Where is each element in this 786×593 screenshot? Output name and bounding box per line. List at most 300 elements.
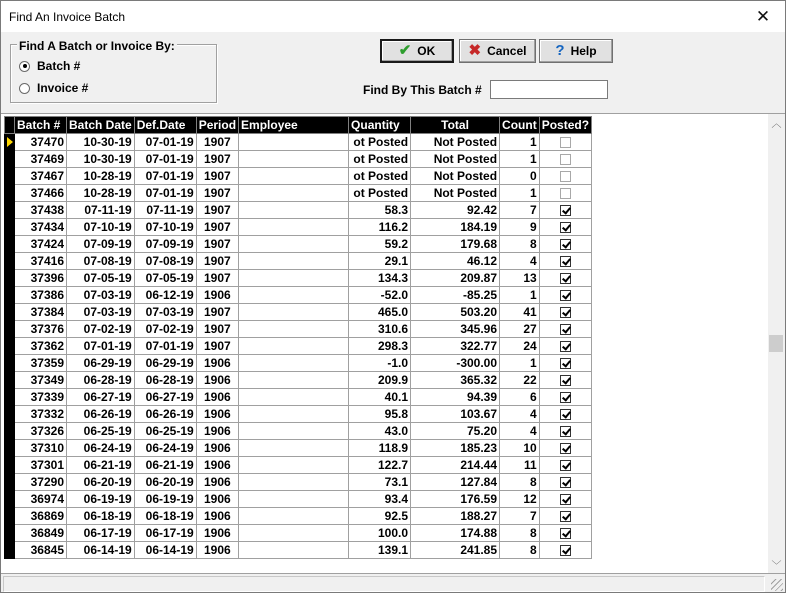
cell-employee[interactable]: [239, 304, 349, 321]
cell-period[interactable]: 1906: [196, 508, 238, 525]
cell-batch[interactable]: 37434: [15, 219, 67, 236]
cell-posted[interactable]: [539, 270, 591, 287]
cell-total[interactable]: 174.88: [411, 525, 500, 542]
row-indicator[interactable]: [5, 491, 15, 508]
row-indicator[interactable]: [5, 202, 15, 219]
posted-checkbox[interactable]: [560, 477, 571, 488]
cell-batch[interactable]: 37332: [15, 406, 67, 423]
header-batch[interactable]: Batch #: [15, 117, 67, 134]
row-indicator[interactable]: [5, 338, 15, 355]
cell-quantity[interactable]: ot Posted: [349, 185, 411, 202]
cell-quantity[interactable]: 58.3: [349, 202, 411, 219]
cell-batch-date[interactable]: 07-08-19: [67, 253, 135, 270]
cell-def-date[interactable]: 06-28-19: [134, 372, 196, 389]
cell-total[interactable]: 365.32: [411, 372, 500, 389]
cell-period[interactable]: 1907: [196, 270, 238, 287]
cell-posted[interactable]: [539, 423, 591, 440]
posted-checkbox[interactable]: [560, 171, 571, 182]
cell-count[interactable]: 1: [500, 151, 540, 168]
cell-period[interactable]: 1906: [196, 372, 238, 389]
posted-checkbox[interactable]: [560, 494, 571, 505]
cell-quantity[interactable]: 118.9: [349, 440, 411, 457]
cell-batch[interactable]: 37424: [15, 236, 67, 253]
cell-period[interactable]: 1906: [196, 525, 238, 542]
cell-batch-date[interactable]: 06-26-19: [67, 406, 135, 423]
table-row[interactable]: [5, 406, 592, 423]
cell-posted[interactable]: [539, 304, 591, 321]
cell-posted[interactable]: [539, 168, 591, 185]
cell-period[interactable]: 1906: [196, 542, 238, 559]
cell-posted[interactable]: [539, 185, 591, 202]
cell-batch-date[interactable]: 06-19-19: [67, 491, 135, 508]
cell-total[interactable]: 214.44: [411, 457, 500, 474]
posted-checkbox[interactable]: [560, 545, 571, 556]
cell-count[interactable]: 1: [500, 355, 540, 372]
cell-batch-date[interactable]: 06-29-19: [67, 355, 135, 372]
cell-total[interactable]: Not Posted: [411, 185, 500, 202]
scroll-up-button[interactable]: [768, 114, 785, 131]
cell-quantity[interactable]: 100.0: [349, 525, 411, 542]
help-button[interactable]: [539, 39, 613, 63]
cell-quantity[interactable]: 134.3: [349, 270, 411, 287]
table-row[interactable]: [5, 542, 592, 559]
cell-count[interactable]: 41: [500, 304, 540, 321]
cell-def-date[interactable]: 06-20-19: [134, 474, 196, 491]
cell-employee[interactable]: [239, 321, 349, 338]
cell-total[interactable]: 241.85: [411, 542, 500, 559]
cell-batch-date[interactable]: 07-01-19: [67, 338, 135, 355]
row-indicator[interactable]: [5, 287, 15, 304]
cell-count[interactable]: 22: [500, 372, 540, 389]
header-period[interactable]: Period: [196, 117, 238, 134]
cell-count[interactable]: 4: [500, 406, 540, 423]
cell-batch[interactable]: 37301: [15, 457, 67, 474]
cell-batch[interactable]: 36849: [15, 525, 67, 542]
cell-batch[interactable]: 37359: [15, 355, 67, 372]
cell-employee[interactable]: [239, 406, 349, 423]
radio-invoice-circle[interactable]: [19, 83, 30, 94]
row-indicator[interactable]: [5, 321, 15, 338]
table-row[interactable]: [5, 253, 592, 270]
cell-def-date[interactable]: 06-14-19: [134, 542, 196, 559]
row-indicator[interactable]: [5, 508, 15, 525]
cell-def-date[interactable]: 06-24-19: [134, 440, 196, 457]
table-row[interactable]: [5, 457, 592, 474]
cell-batch[interactable]: 37470: [15, 134, 67, 151]
table-row[interactable]: [5, 219, 592, 236]
posted-checkbox[interactable]: [560, 426, 571, 437]
cell-total[interactable]: 127.84: [411, 474, 500, 491]
cell-batch-date[interactable]: 06-20-19: [67, 474, 135, 491]
cell-employee[interactable]: [239, 287, 349, 304]
posted-checkbox[interactable]: [560, 392, 571, 403]
resize-grip-icon[interactable]: [771, 579, 783, 591]
cell-period[interactable]: 1906: [196, 355, 238, 372]
cell-count[interactable]: 0: [500, 168, 540, 185]
cell-batch[interactable]: 36869: [15, 508, 67, 525]
cell-quantity[interactable]: 40.1: [349, 389, 411, 406]
row-indicator[interactable]: [5, 355, 15, 372]
cell-batch-date[interactable]: 10-28-19: [67, 168, 135, 185]
cell-def-date[interactable]: 07-02-19: [134, 321, 196, 338]
cell-def-date[interactable]: 07-09-19: [134, 236, 196, 253]
cell-employee[interactable]: [239, 219, 349, 236]
cell-def-date[interactable]: 06-29-19: [134, 355, 196, 372]
cell-quantity[interactable]: 95.8: [349, 406, 411, 423]
posted-checkbox[interactable]: [560, 154, 571, 165]
cell-batch[interactable]: 37339: [15, 389, 67, 406]
row-indicator[interactable]: [5, 406, 15, 423]
cell-def-date[interactable]: 07-05-19: [134, 270, 196, 287]
table-row[interactable]: [5, 338, 592, 355]
cell-batch[interactable]: 37326: [15, 423, 67, 440]
cell-period[interactable]: 1906: [196, 406, 238, 423]
cell-def-date[interactable]: 07-01-19: [134, 151, 196, 168]
cell-quantity[interactable]: 29.1: [349, 253, 411, 270]
cell-employee[interactable]: [239, 202, 349, 219]
row-indicator[interactable]: [5, 423, 15, 440]
row-indicator[interactable]: [5, 270, 15, 287]
posted-checkbox[interactable]: [560, 460, 571, 471]
cell-batch[interactable]: 37290: [15, 474, 67, 491]
cell-posted[interactable]: [539, 253, 591, 270]
cell-employee[interactable]: [239, 542, 349, 559]
cell-period[interactable]: 1907: [196, 236, 238, 253]
cell-employee[interactable]: [239, 457, 349, 474]
table-row[interactable]: [5, 525, 592, 542]
cell-quantity[interactable]: 310.6: [349, 321, 411, 338]
posted-checkbox[interactable]: [560, 358, 571, 369]
cell-count[interactable]: 1: [500, 287, 540, 304]
cell-batch[interactable]: 37396: [15, 270, 67, 287]
cell-def-date[interactable]: 07-01-19: [134, 168, 196, 185]
posted-checkbox[interactable]: [560, 137, 571, 148]
cell-posted[interactable]: [539, 338, 591, 355]
cell-count[interactable]: 8: [500, 236, 540, 253]
cell-def-date[interactable]: 06-18-19: [134, 508, 196, 525]
radio-batch-label[interactable]: Batch #: [37, 59, 81, 73]
cell-count[interactable]: 8: [500, 525, 540, 542]
cell-total[interactable]: Not Posted: [411, 134, 500, 151]
cell-batch[interactable]: 37386: [15, 287, 67, 304]
cell-batch-date[interactable]: 10-30-19: [67, 151, 135, 168]
cell-batch-date[interactable]: 10-30-19: [67, 134, 135, 151]
cell-def-date[interactable]: 06-25-19: [134, 423, 196, 440]
cell-total[interactable]: Not Posted: [411, 168, 500, 185]
posted-checkbox[interactable]: [560, 222, 571, 233]
posted-checkbox[interactable]: [560, 375, 571, 386]
cell-period[interactable]: 1907: [196, 219, 238, 236]
cell-def-date[interactable]: 07-08-19: [134, 253, 196, 270]
cell-total[interactable]: 188.27: [411, 508, 500, 525]
table-row[interactable]: [5, 185, 592, 202]
cell-posted[interactable]: [539, 202, 591, 219]
cancel-button[interactable]: [459, 39, 536, 63]
cell-period[interactable]: 1907: [196, 253, 238, 270]
cell-posted[interactable]: [539, 525, 591, 542]
cell-period[interactable]: 1906: [196, 389, 238, 406]
cell-total[interactable]: Not Posted: [411, 151, 500, 168]
close-button[interactable]: [741, 1, 785, 32]
cell-count[interactable]: 9: [500, 219, 540, 236]
cell-count[interactable]: 4: [500, 253, 540, 270]
cell-total[interactable]: 179.68: [411, 236, 500, 253]
row-indicator[interactable]: [5, 372, 15, 389]
cell-period[interactable]: 1906: [196, 440, 238, 457]
cell-posted[interactable]: [539, 236, 591, 253]
radio-invoice[interactable]: [19, 80, 179, 96]
row-indicator[interactable]: [5, 474, 15, 491]
header-count[interactable]: Count: [500, 117, 540, 134]
cell-quantity[interactable]: 116.2: [349, 219, 411, 236]
cell-batch-date[interactable]: 10-28-19: [67, 185, 135, 202]
posted-checkbox[interactable]: [560, 341, 571, 352]
cell-period[interactable]: 1907: [196, 134, 238, 151]
cell-batch-date[interactable]: 07-03-19: [67, 287, 135, 304]
cell-def-date[interactable]: 07-01-19: [134, 338, 196, 355]
table-row[interactable]: [5, 270, 592, 287]
cell-posted[interactable]: [539, 491, 591, 508]
row-indicator[interactable]: [5, 151, 15, 168]
table-row[interactable]: [5, 321, 592, 338]
cell-batch-date[interactable]: 06-17-19: [67, 525, 135, 542]
posted-checkbox[interactable]: [560, 409, 571, 420]
cell-total[interactable]: 184.19: [411, 219, 500, 236]
cell-posted[interactable]: [539, 440, 591, 457]
cell-total[interactable]: 75.20: [411, 423, 500, 440]
cell-batch-date[interactable]: 06-18-19: [67, 508, 135, 525]
cell-employee[interactable]: [239, 474, 349, 491]
posted-checkbox[interactable]: [560, 443, 571, 454]
row-indicator[interactable]: [5, 134, 15, 151]
cell-posted[interactable]: [539, 151, 591, 168]
cell-posted[interactable]: [539, 542, 591, 559]
cell-total[interactable]: -85.25: [411, 287, 500, 304]
cell-total[interactable]: 322.77: [411, 338, 500, 355]
cell-quantity[interactable]: ot Posted: [349, 151, 411, 168]
row-indicator[interactable]: [5, 168, 15, 185]
row-indicator[interactable]: [5, 219, 15, 236]
cell-count[interactable]: 8: [500, 474, 540, 491]
posted-checkbox[interactable]: [560, 511, 571, 522]
cell-posted[interactable]: [539, 406, 591, 423]
cell-count[interactable]: 1: [500, 185, 540, 202]
cell-batch[interactable]: 36845: [15, 542, 67, 559]
cell-employee[interactable]: [239, 134, 349, 151]
cell-total[interactable]: 503.20: [411, 304, 500, 321]
cell-batch[interactable]: 37416: [15, 253, 67, 270]
row-indicator[interactable]: [5, 440, 15, 457]
cell-total[interactable]: 345.96: [411, 321, 500, 338]
cell-period[interactable]: 1907: [196, 304, 238, 321]
cell-count[interactable]: 8: [500, 542, 540, 559]
cell-quantity[interactable]: 73.1: [349, 474, 411, 491]
cell-count[interactable]: 7: [500, 508, 540, 525]
cell-total[interactable]: -300.00: [411, 355, 500, 372]
cell-period[interactable]: 1906: [196, 457, 238, 474]
row-indicator[interactable]: [5, 389, 15, 406]
cell-quantity[interactable]: 93.4: [349, 491, 411, 508]
cell-count[interactable]: 10: [500, 440, 540, 457]
table-row[interactable]: [5, 474, 592, 491]
cell-count[interactable]: 11: [500, 457, 540, 474]
posted-checkbox[interactable]: [560, 290, 571, 301]
table-row[interactable]: [5, 304, 592, 321]
header-employee[interactable]: Employee: [239, 117, 349, 134]
cell-batch-date[interactable]: 06-25-19: [67, 423, 135, 440]
posted-checkbox[interactable]: [560, 273, 571, 284]
cell-employee[interactable]: [239, 508, 349, 525]
cell-posted[interactable]: [539, 219, 591, 236]
posted-checkbox[interactable]: [560, 239, 571, 250]
posted-checkbox[interactable]: [560, 324, 571, 335]
cell-quantity[interactable]: ot Posted: [349, 168, 411, 185]
posted-checkbox[interactable]: [560, 256, 571, 267]
table-row[interactable]: [5, 355, 592, 372]
cell-employee[interactable]: [239, 423, 349, 440]
cell-total[interactable]: 46.12: [411, 253, 500, 270]
cell-def-date[interactable]: 07-10-19: [134, 219, 196, 236]
cell-quantity[interactable]: 139.1: [349, 542, 411, 559]
cell-posted[interactable]: [539, 508, 591, 525]
cell-employee[interactable]: [239, 168, 349, 185]
cell-def-date[interactable]: 07-03-19: [134, 304, 196, 321]
cell-quantity[interactable]: ot Posted: [349, 134, 411, 151]
cell-count[interactable]: 27: [500, 321, 540, 338]
cell-total[interactable]: 176.59: [411, 491, 500, 508]
radio-invoice-label[interactable]: Invoice #: [37, 81, 89, 95]
cell-count[interactable]: 6: [500, 389, 540, 406]
cell-total[interactable]: 103.67: [411, 406, 500, 423]
cell-batch-date[interactable]: 07-05-19: [67, 270, 135, 287]
cell-posted[interactable]: [539, 134, 591, 151]
cell-quantity[interactable]: 59.2: [349, 236, 411, 253]
cell-batch[interactable]: 37349: [15, 372, 67, 389]
ok-button[interactable]: [380, 39, 454, 63]
cell-posted[interactable]: [539, 474, 591, 491]
cell-employee[interactable]: [239, 440, 349, 457]
cell-batch-date[interactable]: 06-28-19: [67, 372, 135, 389]
cell-posted[interactable]: [539, 355, 591, 372]
header-quantity[interactable]: Quantity: [349, 117, 411, 134]
row-indicator[interactable]: [5, 304, 15, 321]
cell-period[interactable]: 1907: [196, 185, 238, 202]
table-row[interactable]: [5, 134, 592, 151]
cell-period[interactable]: 1907: [196, 168, 238, 185]
cell-period[interactable]: 1907: [196, 321, 238, 338]
cell-def-date[interactable]: 06-26-19: [134, 406, 196, 423]
cell-quantity[interactable]: 122.7: [349, 457, 411, 474]
cell-quantity[interactable]: -1.0: [349, 355, 411, 372]
cell-def-date[interactable]: 06-21-19: [134, 457, 196, 474]
cell-batch[interactable]: 37362: [15, 338, 67, 355]
cell-employee[interactable]: [239, 389, 349, 406]
cell-employee[interactable]: [239, 525, 349, 542]
cell-count[interactable]: 13: [500, 270, 540, 287]
cell-def-date[interactable]: 06-17-19: [134, 525, 196, 542]
header-def-date[interactable]: Def.Date: [134, 117, 196, 134]
radio-batch-circle[interactable]: [19, 61, 30, 72]
posted-checkbox[interactable]: [560, 307, 571, 318]
table-row[interactable]: [5, 236, 592, 253]
table-row[interactable]: [5, 389, 592, 406]
cell-quantity[interactable]: 209.9: [349, 372, 411, 389]
cell-employee[interactable]: [239, 270, 349, 287]
radio-batch[interactable]: [19, 58, 179, 74]
row-indicator[interactable]: [5, 253, 15, 270]
table-row[interactable]: [5, 423, 592, 440]
cell-batch[interactable]: 37438: [15, 202, 67, 219]
cell-employee[interactable]: [239, 151, 349, 168]
cell-quantity[interactable]: -52.0: [349, 287, 411, 304]
table-row[interactable]: [5, 168, 592, 185]
cell-batch[interactable]: 37384: [15, 304, 67, 321]
cell-period[interactable]: 1907: [196, 338, 238, 355]
scroll-down-button[interactable]: [768, 556, 785, 573]
cell-employee[interactable]: [239, 491, 349, 508]
cell-count[interactable]: 12: [500, 491, 540, 508]
cell-total[interactable]: 94.39: [411, 389, 500, 406]
cell-batch-date[interactable]: 06-24-19: [67, 440, 135, 457]
cell-count[interactable]: 7: [500, 202, 540, 219]
table-row[interactable]: [5, 202, 592, 219]
cell-count[interactable]: 4: [500, 423, 540, 440]
cell-batch[interactable]: 37467: [15, 168, 67, 185]
cell-period[interactable]: 1907: [196, 151, 238, 168]
cell-period[interactable]: 1906: [196, 491, 238, 508]
cell-employee[interactable]: [239, 355, 349, 372]
cell-batch-date[interactable]: 07-09-19: [67, 236, 135, 253]
cell-batch[interactable]: 37376: [15, 321, 67, 338]
header-posted[interactable]: Posted?: [539, 117, 591, 134]
cell-period[interactable]: 1907: [196, 202, 238, 219]
header-total[interactable]: Total: [411, 117, 500, 134]
cell-total[interactable]: 185.23: [411, 440, 500, 457]
cell-total[interactable]: 209.87: [411, 270, 500, 287]
cell-employee[interactable]: [239, 236, 349, 253]
row-indicator[interactable]: [5, 236, 15, 253]
cell-batch[interactable]: 37466: [15, 185, 67, 202]
cell-def-date[interactable]: 07-11-19: [134, 202, 196, 219]
cell-total[interactable]: 92.42: [411, 202, 500, 219]
row-indicator[interactable]: [5, 542, 15, 559]
header-batch-date[interactable]: Batch Date: [67, 117, 135, 134]
cell-quantity[interactable]: 465.0: [349, 304, 411, 321]
row-indicator[interactable]: [5, 457, 15, 474]
cell-employee[interactable]: [239, 185, 349, 202]
cell-posted[interactable]: [539, 389, 591, 406]
cell-batch[interactable]: 36974: [15, 491, 67, 508]
cell-batch-date[interactable]: 07-03-19: [67, 304, 135, 321]
cell-batch[interactable]: 37310: [15, 440, 67, 457]
cell-posted[interactable]: [539, 457, 591, 474]
cell-count[interactable]: 24: [500, 338, 540, 355]
cell-batch-date[interactable]: 07-11-19: [67, 202, 135, 219]
cell-employee[interactable]: [239, 372, 349, 389]
scroll-thumb[interactable]: [769, 335, 783, 352]
cell-posted[interactable]: [539, 372, 591, 389]
cell-period[interactable]: 1906: [196, 474, 238, 491]
cell-quantity[interactable]: 43.0: [349, 423, 411, 440]
row-indicator[interactable]: [5, 185, 15, 202]
cell-batch-date[interactable]: 06-27-19: [67, 389, 135, 406]
vertical-scrollbar[interactable]: [768, 114, 785, 573]
cell-employee[interactable]: [239, 338, 349, 355]
posted-checkbox[interactable]: [560, 528, 571, 539]
cell-batch-date[interactable]: 06-14-19: [67, 542, 135, 559]
cell-def-date[interactable]: 06-12-19: [134, 287, 196, 304]
table-row[interactable]: [5, 287, 592, 304]
